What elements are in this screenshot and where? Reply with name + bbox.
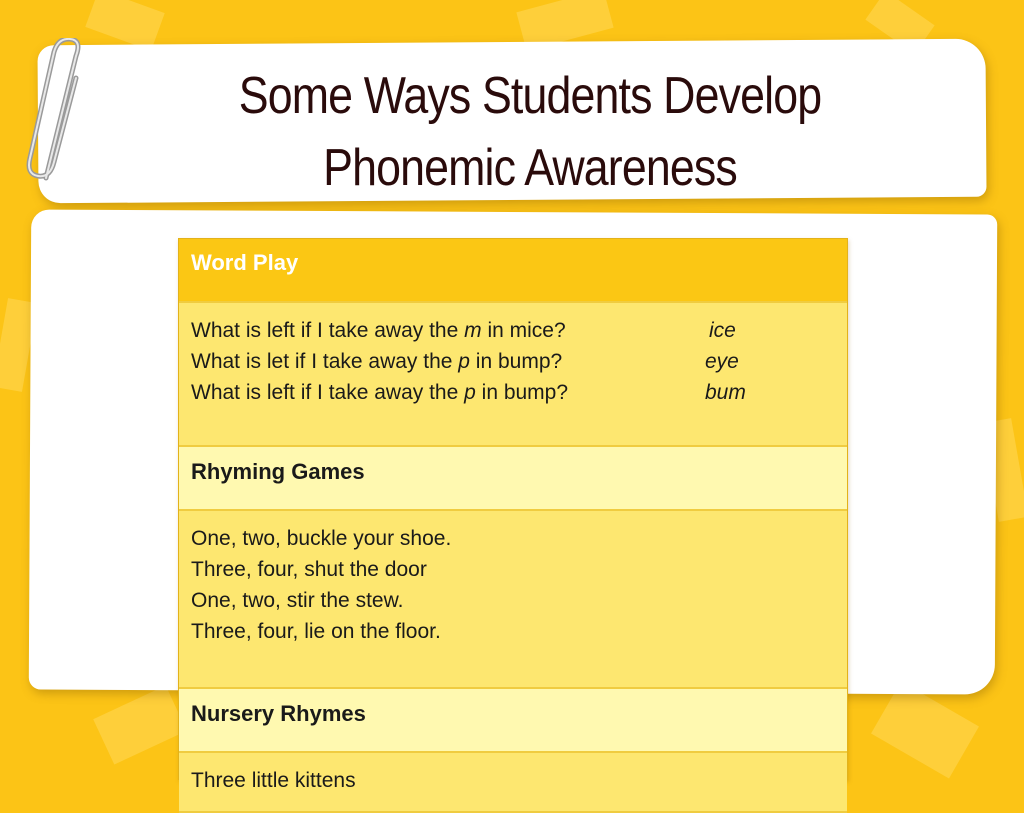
word-play-question — [191, 377, 835, 408]
word-play-question — [191, 346, 835, 377]
nursery-rhymes-heading: Nursery Rhymes — [191, 701, 366, 726]
slide-title — [186, 60, 874, 204]
question-answer: ice — [709, 319, 736, 342]
question-answer: eye — [705, 350, 739, 373]
rhyming-games-heading: Rhyming Games — [191, 459, 365, 484]
question-letter: p — [464, 381, 476, 404]
question-text: What is let if I take away the — [191, 350, 459, 373]
rhyming-games-content-row — [179, 511, 847, 689]
rhyme-line: One, two, stir the stew. — [191, 589, 404, 612]
word-play-content-row — [179, 303, 847, 447]
word-play-heading: Word Play — [191, 250, 299, 275]
question-text: What is left if I take away the — [191, 319, 465, 342]
rhyme-line: Three, four, shut the door — [191, 558, 427, 581]
rhyming-games-header-row — [179, 447, 847, 511]
question-answer: bum — [705, 381, 746, 404]
nursery-rhyme-line: Three little kittens — [191, 769, 356, 792]
word-play-question — [191, 315, 835, 346]
slide-title-line-1: Some Ways Students Develop — [238, 67, 822, 125]
question-letter: p — [458, 350, 470, 373]
background-shape — [871, 682, 979, 779]
word-play-header-row — [179, 239, 847, 303]
rhyme-line: One, two, buckle your shoe. — [191, 527, 452, 550]
nursery-rhymes-content-row — [179, 753, 847, 813]
question-text: in bump? — [475, 381, 569, 404]
background-shape — [93, 685, 187, 764]
question-text: What is left if I take away the — [191, 381, 465, 404]
slide-title-line-2: Phonemic Awareness — [323, 139, 737, 197]
question-text: in bump? — [469, 350, 563, 373]
rhyme-line: Three, four, lie on the floor. — [191, 620, 441, 643]
question-letter: m — [464, 319, 482, 342]
question-text: in mice? — [481, 319, 566, 342]
phonemic-awareness-table — [178, 238, 848, 792]
nursery-rhymes-header-row — [179, 689, 847, 753]
paperclip-icon — [18, 38, 98, 188]
